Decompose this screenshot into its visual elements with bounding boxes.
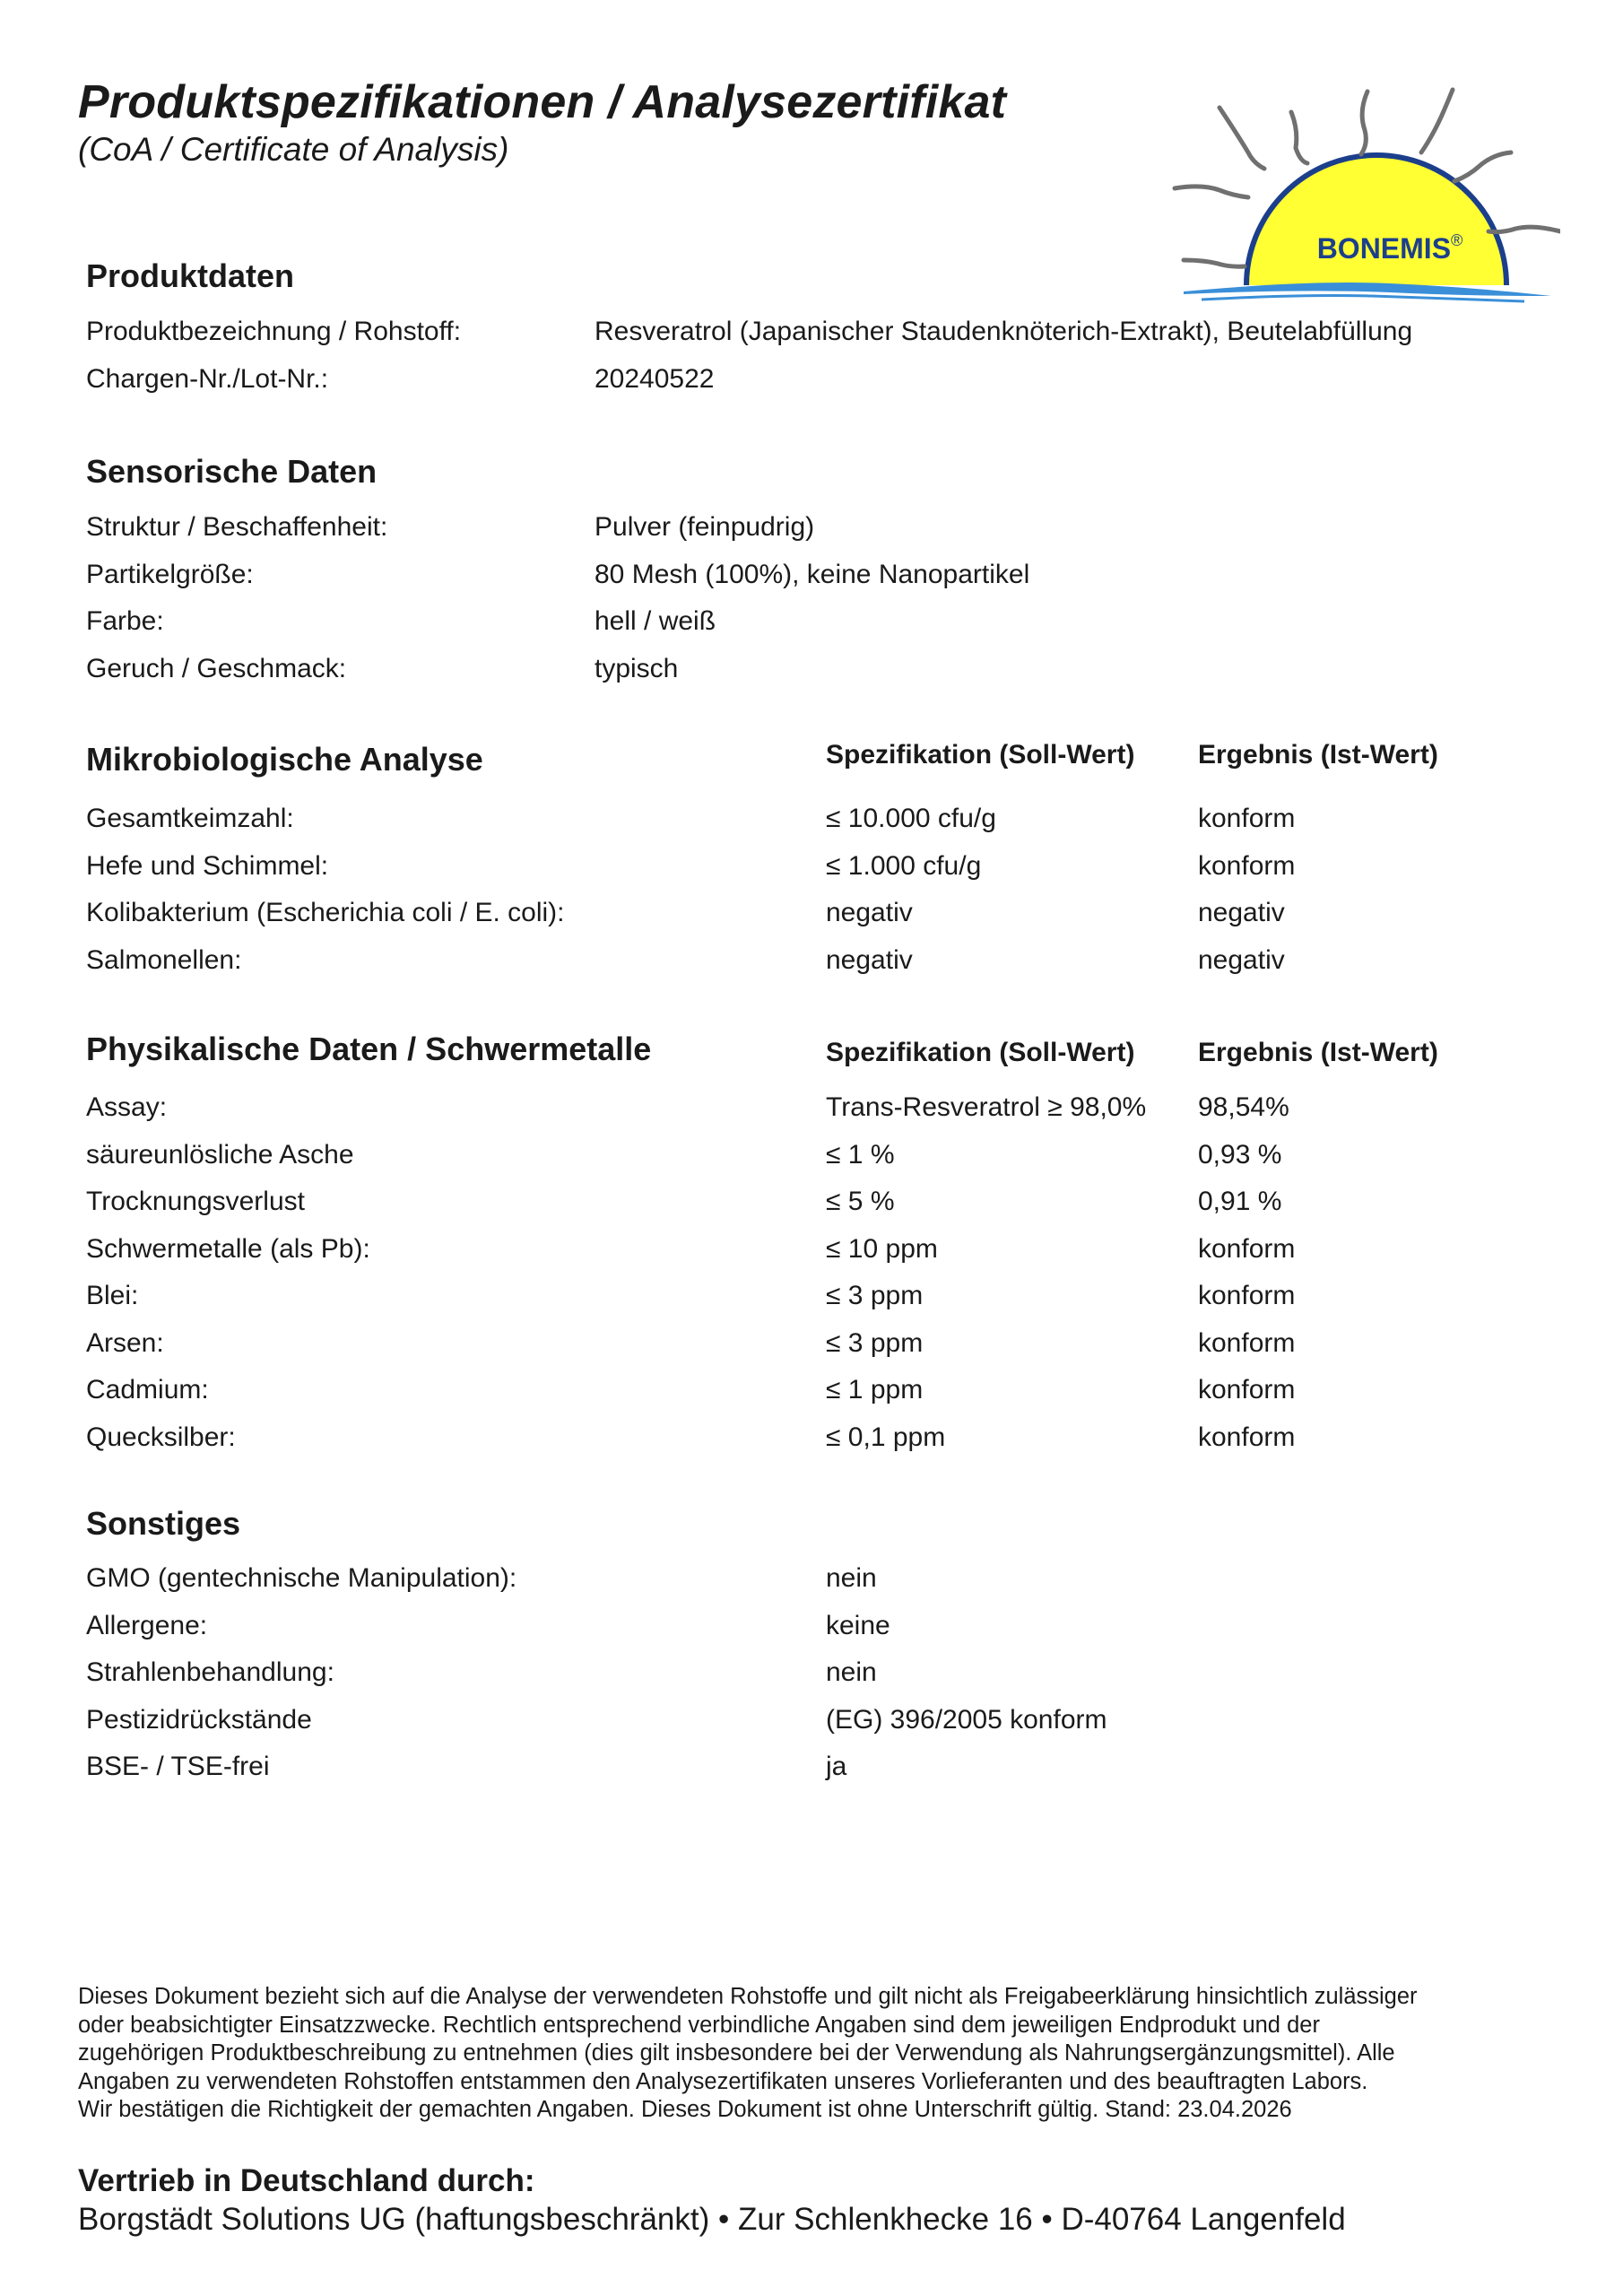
row-value: keine (826, 1610, 890, 1640)
row-value: (EG) 396/2005 konform (826, 1704, 1107, 1735)
row-label: Blei: (86, 1281, 139, 1310)
row-label: Kolibakterium (Escherichia coli / E. coli): (86, 898, 565, 927)
spec-column-header: Spezifikation (Soll-Wert) (826, 1038, 1135, 1067)
row-result: 98,54% (1198, 1092, 1289, 1122)
row-label: Geruch / Geschmack: (86, 653, 347, 683)
row-result: konform (1198, 1422, 1296, 1452)
row-result: 0,93 % (1198, 1139, 1282, 1170)
table-row (86, 1187, 1566, 1234)
distribution-heading: Vertrieb in Deutschland durch: (78, 2163, 535, 2198)
row-label: Strahlenbehandlung: (86, 1657, 334, 1687)
row-label: säureunlösliche Asche (86, 1139, 354, 1170)
row-label: Arsen: (86, 1327, 164, 1358)
row-value: ja (826, 1752, 847, 1781)
table-row (86, 560, 1566, 607)
section-produktdaten (86, 257, 1566, 394)
row-result: negativ (1198, 944, 1285, 975)
row-result: konform (1198, 1281, 1296, 1310)
row-spec: ≤ 1 ppm (826, 1375, 924, 1405)
row-label: Farbe: (86, 606, 164, 636)
row-spec: ≤ 5 % (826, 1187, 895, 1216)
row-spec: ≤ 3 ppm (826, 1281, 924, 1310)
row-label: Trocknungsverlust (86, 1187, 305, 1216)
result-column-header: Ergebnis (Ist-Wert) (1198, 1038, 1438, 1067)
table-row (86, 1657, 1566, 1705)
row-result: 0,91 % (1198, 1187, 1282, 1216)
row-value: typisch (595, 653, 679, 683)
row-spec: negativ (826, 898, 913, 927)
row-spec: ≤ 0,1 ppm (826, 1422, 946, 1452)
row-label: Produktbezeichnung / Rohstoff: (86, 317, 462, 346)
table-row (86, 512, 1566, 560)
table-row (86, 364, 1566, 412)
section-title: Mikrobiologische Analyse (86, 741, 483, 778)
disclaimer-text (78, 1983, 1558, 2125)
row-label: GMO (gentechnische Manipulation): (86, 1563, 517, 1593)
distribution-address: Borgstädt Solutions UG (haftungsbeschränkt) • Zur Schlenkhecke 16 • D-40764 Langenfeld (78, 2202, 1346, 2237)
row-label: Assay: (86, 1092, 168, 1122)
table-row (86, 606, 1566, 654)
table-row (86, 1234, 1566, 1282)
row-spec: ≤ 1 % (826, 1139, 895, 1170)
row-result: konform (1198, 1375, 1296, 1405)
section-mikrobiologie (86, 740, 1566, 975)
table-row (86, 1140, 1566, 1187)
row-value: nein (826, 1657, 877, 1687)
disclaimer-line: zugehörigen Produktbeschreibung zu entnehmen (dies gilt insbesondere bei der Verwendung als Nahrungsergänzungsmittel). Alle (78, 2040, 1395, 2066)
table-row (86, 1328, 1566, 1376)
section-title: Produktdaten (86, 257, 295, 294)
row-label: Partikelgröße: (86, 559, 254, 589)
row-label: Chargen-Nr./Lot-Nr.: (86, 363, 329, 394)
document-subtitle: (CoA / Certificate of Analysis) (78, 131, 509, 168)
row-value: nein (826, 1563, 877, 1593)
table-row (86, 1563, 1566, 1611)
row-spec: ≤ 10 ppm (826, 1233, 938, 1264)
row-label: BSE- / TSE-frei (86, 1752, 270, 1781)
document-title: Produktspezifikationen / Analysezertifikat (78, 76, 1007, 128)
row-spec: ≤ 10.000 cfu/g (826, 804, 996, 833)
section-title: Physikalische Daten / Schwermetalle (86, 1031, 652, 1067)
row-label: Gesamtkeimzahl: (86, 804, 294, 833)
table-row (86, 654, 1566, 701)
row-label: Schwermetalle (als Pb): (86, 1233, 370, 1264)
table-row (86, 804, 1566, 851)
logo-brand-name: BONEMIS (1316, 232, 1452, 265)
table-row (86, 1752, 1566, 1799)
table-row (86, 851, 1566, 899)
registered-mark: ® (1451, 231, 1463, 249)
disclaimer-line: oder beabsichtigter Einsatzzwecke. Rechtlich entsprechend verbindliche Angaben sind dem jeweiligen Endprodukt und der (78, 2012, 1320, 2038)
row-spec: ≤ 3 ppm (826, 1327, 924, 1358)
disclaimer-line: Angaben zu verwendeten Rohstoffen entstammen den Analysezertifikaten unseres Vorlieferanten und des beauftragten Labors. (78, 2068, 1368, 2094)
row-spec: negativ (826, 944, 913, 975)
row-value: hell / weiß (595, 606, 716, 636)
row-result: konform (1198, 1327, 1296, 1358)
section-title: Sensorische Daten (86, 453, 378, 490)
row-value: 80 Mesh (100%), keine Nanopartikel (595, 559, 1030, 589)
row-value: 20240522 (595, 363, 715, 394)
table-row (86, 1422, 1566, 1470)
row-label: Struktur / Beschaffenheit: (86, 512, 388, 542)
row-label: Hefe und Schimmel: (86, 850, 329, 881)
row-result: konform (1198, 1233, 1296, 1264)
table-row (86, 1611, 1566, 1658)
row-value: Pulver (feinpudrig) (595, 512, 815, 542)
row-result: konform (1198, 850, 1296, 881)
row-label: Pestizidrückstände (86, 1704, 312, 1735)
row-value: Resveratrol (Japanischer Staudenknöterich-Extrakt), Beutelabfüllung (595, 317, 1413, 346)
row-label: Allergene: (86, 1610, 208, 1640)
row-result: konform (1198, 804, 1296, 833)
section-sensorik (86, 453, 1566, 683)
disclaimer-line: Dieses Dokument bezieht sich auf die Analyse der verwendeten Rohstoffe und gilt nicht als Freigabeerklärung hinsichtlich zulässiger (78, 1984, 1418, 2009)
spec-column-header: Spezifikation (Soll-Wert) (826, 740, 1135, 770)
result-column-header: Ergebnis (Ist-Wert) (1198, 740, 1438, 770)
section-physik (86, 1031, 1566, 1452)
section-sonstiges (86, 1505, 1566, 1781)
table-row (86, 1705, 1566, 1752)
row-label: Quecksilber: (86, 1422, 236, 1452)
table-row (86, 945, 1566, 993)
row-result: negativ (1198, 898, 1285, 927)
row-spec: ≤ 1.000 cfu/g (826, 850, 982, 881)
table-row (86, 1092, 1566, 1140)
row-label: Cadmium: (86, 1375, 209, 1405)
table-row (86, 1375, 1566, 1422)
disclaimer-line: Wir bestätigen die Richtigkeit der gemachten Angaben. Dieses Dokument ist ohne Unterschrift gültig. Stand: 23.04.2026 (78, 2097, 1292, 2122)
table-row (86, 898, 1566, 945)
row-label: Salmonellen: (86, 944, 242, 975)
row-spec: Trans-Resveratrol ≥ 98,0% (826, 1092, 1147, 1122)
section-title: Sonstiges (86, 1505, 241, 1542)
table-row (86, 317, 1566, 364)
table-row (86, 1281, 1566, 1328)
